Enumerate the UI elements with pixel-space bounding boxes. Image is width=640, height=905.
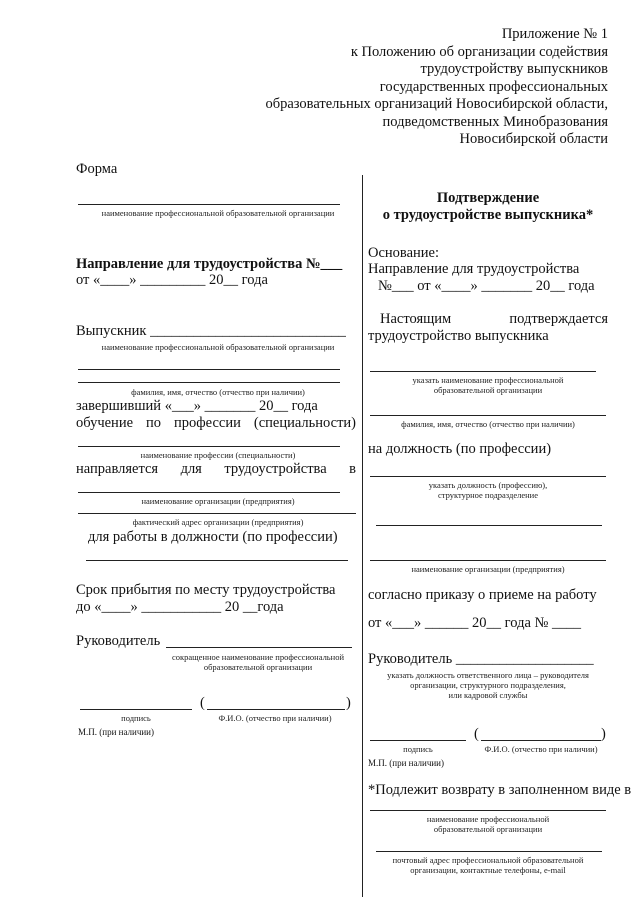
profession-caption: наименование профессии (специальности) <box>140 450 296 460</box>
enterprise-line[interactable] <box>78 492 340 493</box>
graduate-org-caption: указать наименование профессиональной <box>412 375 564 385</box>
position-label: на должность (по профессии) <box>368 441 552 457</box>
word: (специальности) <box>253 415 356 431</box>
org-name-caption: наименование профессиональной образовательной организации <box>101 208 335 218</box>
signature-line-r[interactable] <box>370 740 466 741</box>
postal-line[interactable] <box>376 851 602 852</box>
word: подтверждается <box>509 311 608 327</box>
header-line: государственных профессиональных <box>379 78 608 95</box>
studied-line <box>76 415 356 432</box>
close-paren: ) <box>346 695 351 711</box>
completed-line[interactable]: завершивший «___» _______ 20__ года <box>76 398 318 414</box>
appendix-header <box>265 26 608 149</box>
header-line: к Положению об организации содействия <box>350 43 608 60</box>
fio-line-1[interactable] <box>78 369 340 370</box>
fio-sign-line[interactable] <box>207 709 345 710</box>
header-line: подведомственных Минобразования <box>382 113 608 130</box>
enterprise-caption-r: наименование организации (предприятия) <box>411 564 565 574</box>
graduate-fio-caption: фамилия, имя, отчество (отчество при наличии) <box>401 419 575 429</box>
form-label: Форма <box>76 161 118 177</box>
fio-sign-caption-r: Ф.И.О. (отчество при наличии) <box>484 744 598 754</box>
arrival-text: Срок прибытия по месту трудоустройства <box>76 582 336 598</box>
open-paren-r: ( <box>474 726 479 742</box>
graduate-org-line[interactable] <box>370 371 596 372</box>
position-caption-2: структурное подразделение <box>438 490 538 500</box>
return-org-caption-2: образовательной организации <box>433 824 543 834</box>
head-label: Руководитель <box>76 633 161 649</box>
column-divider <box>362 175 363 897</box>
word: трудоустройства <box>224 461 327 477</box>
word: по <box>146 415 162 431</box>
confirm-line <box>380 311 608 328</box>
short-org-caption: сокращенное наименование профессиональной <box>171 652 345 662</box>
referral-title: Направление для трудоустройства №___ <box>76 256 343 272</box>
header-line: трудоустройству выпускников <box>420 61 608 77</box>
signature-caption-r: подпись <box>403 744 433 754</box>
confirm-line-2: трудоустройство выпускника <box>368 328 549 344</box>
word: в <box>349 461 356 477</box>
arrival-date[interactable]: до «____» ___________ 20 __года <box>76 599 284 615</box>
head-caption-r: указать должность ответственного лица – руководителя <box>387 670 589 680</box>
word: профессии <box>174 415 241 431</box>
return-org-line[interactable] <box>370 810 606 811</box>
confirmation-title: Подтверждение <box>436 190 540 206</box>
confirmation-subtitle: о трудоустройстве выпускника* <box>382 207 594 223</box>
org-name-line[interactable] <box>78 204 340 205</box>
postal-caption-2: организации, контактные телефоны, e-mail <box>410 865 566 875</box>
basis-label: Основание: <box>368 245 439 261</box>
close-paren-r: ) <box>601 726 606 742</box>
basis-referral: Направление для трудоустройства <box>368 261 580 277</box>
signature-line[interactable] <box>80 709 192 710</box>
position-line-r[interactable] <box>370 476 606 477</box>
header-line: образовательных организаций Новосибирской области, <box>265 96 608 112</box>
postal-caption: почтовый адрес профессиональной образовательной <box>392 855 584 865</box>
order-date[interactable]: от «___» ______ 20__ года № ____ <box>368 615 581 631</box>
word: Настоящим <box>380 311 452 327</box>
stamp-note: М.П. (при наличии) <box>78 727 154 737</box>
address-caption: фактический адрес организации (предприятия) <box>132 517 304 527</box>
signature-caption: подпись <box>121 713 151 723</box>
word: направляется <box>76 461 159 477</box>
open-paren: ( <box>200 695 205 711</box>
position-line[interactable] <box>86 560 348 561</box>
enterprise-line-r[interactable] <box>370 560 606 561</box>
referral-date[interactable]: от «____» _________ 20__ года <box>76 272 268 288</box>
head-caption-r-3: или кадровой службы <box>448 690 528 700</box>
fio-caption: фамилия, имя, отчество (отчество при наличии) <box>131 387 305 397</box>
basis-referral-number[interactable]: №___ от «____» _______ 20__ года <box>378 278 595 294</box>
head-caption-r-2: организации, структурного подразделения, <box>410 680 566 690</box>
header-line: Приложение № 1 <box>501 26 608 42</box>
fio-sign-line-r[interactable] <box>481 740 601 741</box>
return-note: *Подлежит возврату в заполненном виде в <box>368 782 632 798</box>
graduate-fio-line[interactable] <box>370 415 606 416</box>
header-line: Новосибирской области <box>459 131 608 147</box>
position-caption: указать должность (профессию), <box>428 480 548 490</box>
enterprise-caption: наименование организации (предприятия) <box>141 496 295 506</box>
word: обучение <box>76 415 134 431</box>
order-text: согласно приказу о приеме на работу <box>368 587 597 603</box>
fio-line-2[interactable] <box>78 382 340 383</box>
org-caption-2: наименование профессиональной образовательной организации <box>101 342 335 352</box>
fio-sign-caption: Ф.И.О. (отчество при наличии) <box>218 713 332 723</box>
graduate-line[interactable]: Выпускник ___________________________ <box>76 323 346 339</box>
position-text: для работы в должности (по профессии) <box>88 529 338 545</box>
address-line[interactable] <box>78 513 356 514</box>
directed-line <box>76 461 356 478</box>
word: для <box>180 461 202 477</box>
head-line[interactable] <box>166 647 352 648</box>
graduate-org-caption-2: образовательной организации <box>433 385 543 395</box>
department-line[interactable] <box>376 525 602 526</box>
stamp-note-r: М.П. (при наличии) <box>368 758 444 768</box>
head-label-r[interactable]: Руководитель ___________________ <box>368 651 594 667</box>
profession-line[interactable] <box>78 446 340 447</box>
short-org-caption-2: образовательной организации <box>203 662 313 672</box>
return-org-caption: наименование профессиональной <box>426 814 550 824</box>
